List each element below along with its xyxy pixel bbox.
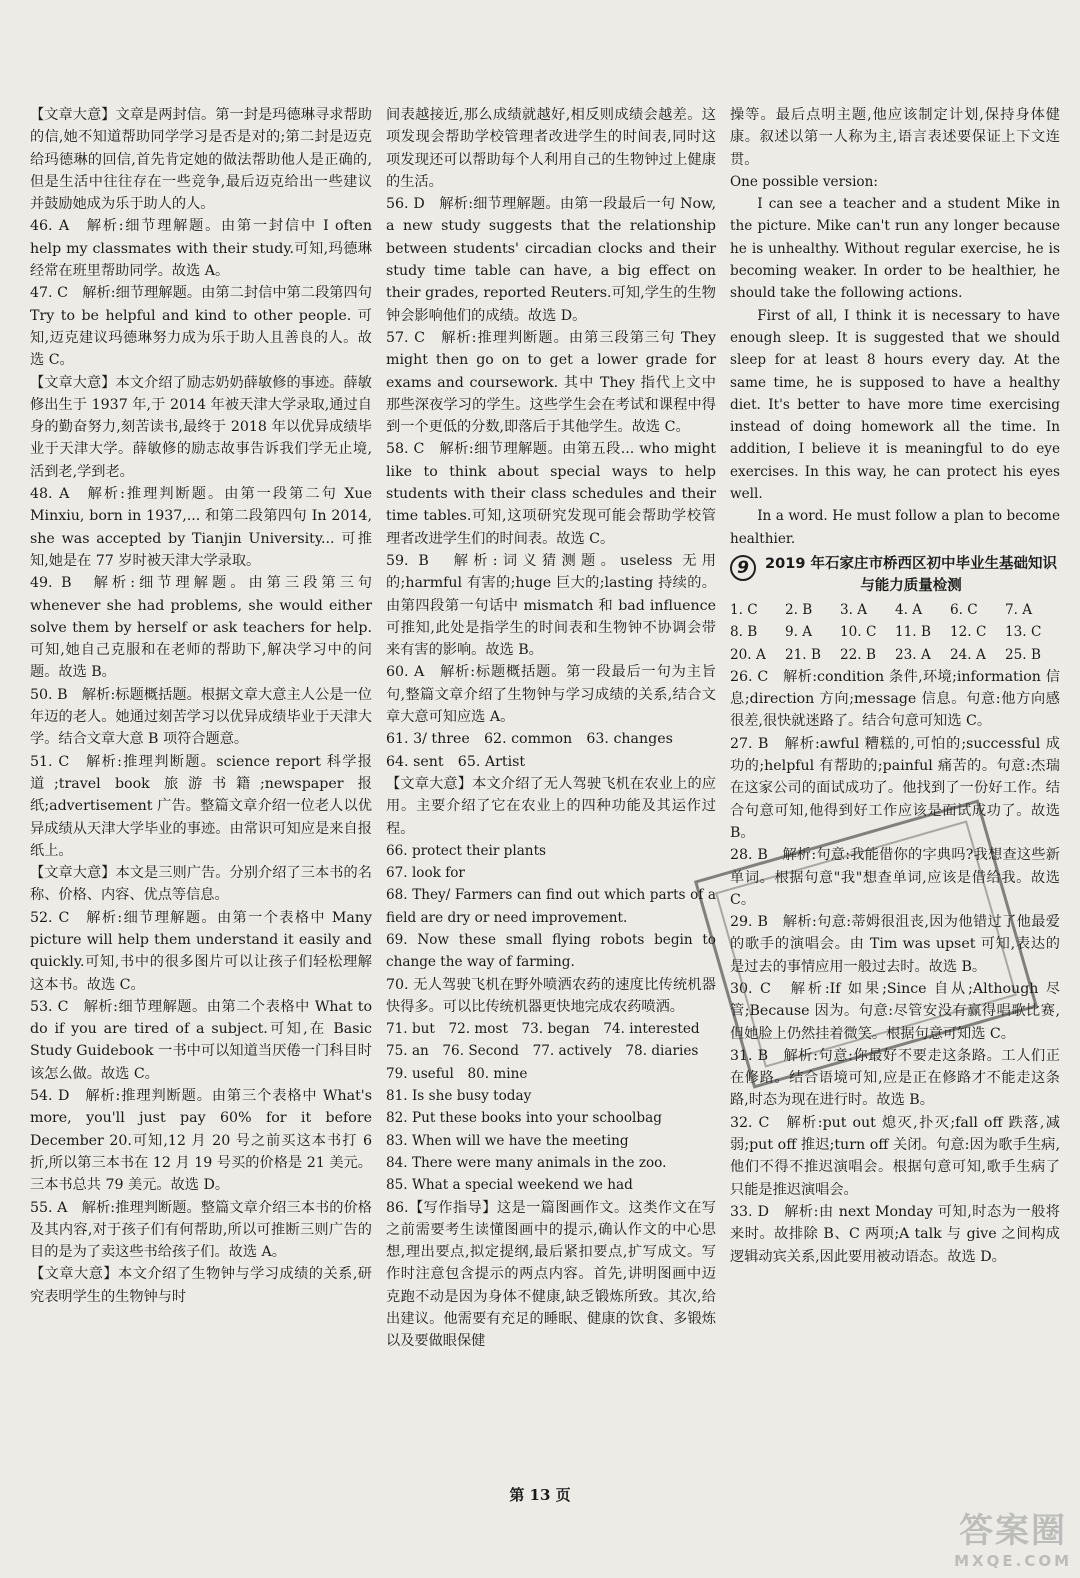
answer-66: 66. protect their plants [386, 842, 547, 859]
page-number: 第 13 页 [509, 1486, 571, 1504]
answer-51: 51. C 解析:推理判断题。science report 科学报道;travel book 旅游书籍;newspaper 报纸;advertisement 广告。整篇文章介绍一位老人以优异成绩从天津大学毕业的事迹。由常识可知应是来自报纸上。 [30, 753, 372, 859]
site-watermark [954, 1503, 1072, 1570]
watermark-logo-text: 答案圈 [959, 1511, 1068, 1551]
answer-cell: 3. A [840, 601, 868, 618]
answer-cell: 8. B [730, 624, 758, 641]
answer-33: 33. D 解析:由 next Monday 可知,时态为一般将来时。故排除 B、C 两项;A talk 与 give 之间构成逻辑动宾关系,因此要用被动语态。故选 D。 [730, 1203, 1060, 1265]
fill-answers-row: 61. 3/ three 62. common 63. changes [386, 731, 673, 748]
answer-31: 31. B 解析:句意:你最好不要走这条路。工人们正在修路。结合语境可知,应是正在修路才不能走这条路,时态为现在进行时。故选 B。 [730, 1047, 1060, 1109]
answer-56: 56. D 解析:细节理解题。由第一段最后一句 Now, a new study suggests that the relationship between students' circadian clocks and their study time table can have, a big effect on their grades, reported Reuters.可知,学生的生物钟会影响他们的成绩。故选 D。 [386, 196, 716, 324]
answer-cell: 10. C [840, 624, 877, 641]
essay-paragraph: I can see a teacher and a student Mike in the picture. Mike can't run any longer because he is unhealthy. Without regular exercise, he is becoming weaker. In order to be healthier, he should take the following actions. [730, 196, 1060, 302]
answer-cell: 20. A [730, 646, 766, 663]
answer-52: 52. C 解析:细节理解题。由第一个表格中 Many picture will help them understand it easily and quickly.可知,书中的很多图片可以让孩子们轻松理解这本书。故选 C。 [30, 909, 372, 993]
answer-69: 69. Now these small flying robots begin to change the way of farming. [386, 931, 716, 971]
answer-cell: 9. A [785, 624, 813, 641]
answer-26: 26. C 解析:condition 条件,环境;information 信息;direction 方向;message 信息。句意:他方向感很差,很快就迷路了。结合句意可知选 C。 [730, 668, 1060, 730]
passage-summary: 【文章大意】文章是两封信。第一封是玛德琳寻求帮助的信,她不知道帮助同学学习是否是对的;第二封是迈克给玛德琳的回信,首先肯定她的做法帮助他人是正确的,但是生活中往往存在一些竞争,最后迈克给出一些建议并鼓励她成为乐于助人的人。 [30, 107, 372, 213]
answer-54: 54. D 解析:推理判断题。由第三个表格中 What's more, you'll just pay 60% for it before December 20.可知,12 月 20 号之前买这本书打 6 折,所以第三本书在 12 月 19 号买的价格是 21 美元。三本书总共 79 美元。故选 D。 [30, 1088, 372, 1194]
answer-81: 81. Is she busy today [386, 1088, 532, 1105]
essay-paragraph: In a word. He must follow a plan to become healthier. [730, 508, 1060, 547]
answer-cell: 24. A [950, 646, 986, 663]
passage-summary: 【文章大意】本文介绍了励志奶奶薛敏修的事迹。薛敏修出生于 1937 年,于 2014 年被天津大学录取,通过自身的勤奋努力,刻苦读书,最终于 2018 年以优异成绩毕业于天津大学。薛敏修的励志故事告诉我们学无止境,活到老,学到老。 [30, 374, 372, 480]
text-columns [30, 104, 1062, 1353]
essay-paragraph: First of all, I think it is necessary to have enough sleep. It is suggested that we should sleep for at least 8 hours every day. At the same time, he is supposed to have a healthy diet. It's better to have more time exercising instead of doing homework all the time. In addition, I believe it is meaningful to do eye exercises. In this way, he can protect his eyes well. [730, 307, 1060, 503]
answer-27: 27. B 解析:awful 糟糕的,可怕的;successful 成功的;helpful 有帮助的;painful 痛苦的。句意:杰瑞在这家公司的面试成功了。他找到了一份好工作。结合句意可知,他得到好工作应该是面试成功了。故选 B。 [730, 735, 1060, 841]
answer-84: 84. There were many animals in the zoo. [386, 1154, 667, 1171]
passage-summary: 【文章大意】本文介绍了生物钟与学习成绩的关系,研究表明学生的生物钟与时 [30, 1266, 372, 1305]
fill-answers-row: 79. useful 80. mine [386, 1065, 528, 1082]
answer-46: 46. A 解析:细节理解题。由第一封信中 I often help my classmates with their study.可知,玛德琳经常在班里帮助同学。故选 A。 [30, 218, 372, 280]
answer-cell: 11. B [895, 624, 931, 641]
answer-cell: 2. B [785, 601, 813, 618]
column-left [30, 104, 372, 1353]
answer-55: 55. A 解析:推理判断题。整篇文章介绍三本书的价格及其内容,对于孩子们有何帮助,所以可推断三则广告的目的是为了卖这些书给孩子们。故选 A。 [30, 1199, 372, 1261]
answer-cell: 25. B [1005, 646, 1041, 663]
section-title: 2019 年石家庄市桥西区初中毕业生基础知识与能力质量检测 [765, 555, 1057, 594]
watermark-url: MXQE.COM [954, 1552, 1072, 1570]
answer-cell: 22. B [840, 646, 876, 663]
column-middle [386, 104, 716, 1353]
passage-summary: 【文章大意】本文介绍了无人驾驶飞机在农业上的应用。主要介绍了它在农业上的四种功能及其运作过程。 [386, 775, 716, 837]
answer-cell: 21. B [785, 646, 821, 663]
answer-29: 29. B 解析:句意:蒂姆很沮丧,因为他错过了他最爱的歌手的演唱会。由 Tim was upset 可知,表达的是过去的事情应用一般过去时。故选 B。 [730, 914, 1060, 975]
answer-85: 85. What a special weekend we had [386, 1177, 633, 1194]
answer-30: 30. C 解析:If 如果;Since 自从;Although 尽管;Because 因为。句意:尽管安没有赢得唱歌比赛,但她脸上仍然挂着微笑。根据句意可知选 C。 [730, 980, 1060, 1042]
answer-60: 60. A 解析:标题概括题。第一段最后一句为主旨句,整篇文章介绍了生物钟与学习成绩的关系,结合文章大意可知应选 A。 [386, 664, 716, 726]
answer-cell: 13. C [1005, 624, 1042, 641]
answer-58: 58. C 解析:细节理解题。由第五段... who might like to think about special ways to help students with their class schedules and their time tables.可知,这项研究发现可能会帮助学校管理者改进学生们的时间表。故选 C。 [386, 441, 716, 547]
answer-50: 50. B 解析:标题概括题。根据文章大意主人公是一位年迈的老人。她通过刻苦学习以优异成绩毕业于天津大学。结合文章大意 B 项符合题意。 [30, 686, 372, 748]
answer-47: 47. C 解析:细节理解题。由第二封信中第二段第四句 Try to be helpful and kind to other people. 可知,迈克建议玛德琳努力成为乐于助人且善良的人。故选 C。 [30, 285, 372, 369]
section-header [730, 553, 1060, 597]
column-right [730, 104, 1060, 1353]
answer-57: 57. C 解析:推理判断题。由第三段第三句 They might then go on to get a lower grade for exams and coursework. 其中 They 指代上文中那些深夜学习的学生。这些学生会在考试和课程中得到一个更低的分数,即落后于其他学生。故选 C。 [386, 329, 716, 436]
answer-49: 49. B 解析:细节理解题。由第三段第三句 whenever she had problems, she would either solve them by herself or ask teachers for help.可知,她自己克服和在老师的帮助下,解决学习中的问题。故选 B。 [30, 575, 372, 681]
essay-label: One possible version: [730, 173, 878, 190]
answer-cell: 4. A [895, 601, 923, 618]
fill-answers-row: 75. an 76. Second 77. actively 78. diaries [386, 1043, 699, 1060]
answer-68: 68. They/ Farmers can find out which parts of a field are dry or need improvement. [386, 887, 716, 926]
answer-grid [730, 599, 1060, 666]
answer-82: 82. Put these books into your schoolbag [386, 1110, 662, 1127]
answer-32: 32. C 解析:put out 熄灭,扑灭;fall off 跌落,减弱;put off 推迟;turn off 关闭。句意:因为歌手生病,他们不得不推迟演唱会。根据句意可知,歌手生病了只能是推迟演唱会。 [730, 1114, 1060, 1198]
answer-cell: 6. C [950, 601, 978, 618]
answer-53: 53. C 解析:细节理解题。由第二个表格中 What to do if you are tired of a subject.可知,在 Basic Study Guidebook 一书中可以知道当厌倦一门科目时该怎么做。故选 C。 [30, 998, 372, 1082]
answer-cell: 7. A [1005, 601, 1033, 618]
fill-answers-row: 71. but 72. most 73. began 74. interested [386, 1021, 700, 1038]
writing-guide: 86.【写作指导】这是一篇图画作文。这类作文在写之前需要考生读懂图画中的提示,确认作文的中心思想,理出要点,拟定提纲,最后紧扣要点,扩写成文。写作时注意包含提示的两点内容。首先,讲明图画中迈克跑不动是因为身体不健康,缺乏锻炼所致。其次,给出建议。他需要有充足的睡眠、健康的饮食、多锻炼以及要做眼保健 [386, 1199, 716, 1350]
answer-cell: 12. C [950, 624, 987, 641]
passage-summary: 【文章大意】本文是三则广告。分别介绍了三本书的名称、价格、内容、优点等信息。 [30, 865, 372, 904]
passage-summary-cont: 间表越接近,那么成绩就越好,相反则成绩会越差。这项发现会帮助学校管理者改进学生的时间表,同时这项发现还可以帮助每个人利用自己的生物钟过上健康的生活。 [386, 107, 716, 190]
answer-67: 67. look for [386, 865, 465, 882]
answer-48: 48. A 解析:推理判断题。由第一段第二句 Xue Minxiu, born in 1937,... 和第二段第四句 In 2014, she was accepted by Tianjin University... 可推知,她是在 77 岁时被天津大学录取。 [30, 486, 372, 569]
answer-83: 83. When will we have the meeting [386, 1132, 629, 1149]
fill-answers-row: 64. sent 65. Artist [386, 753, 526, 770]
answer-cell: 1. C [730, 601, 758, 618]
answer-cell: 23. A [895, 646, 931, 663]
answer-70: 70. 无人驾驶飞机在野外喷洒农药的速度比传统机器快得多。可以比传统机器更快地完成农药喷洒。 [386, 976, 716, 1015]
answer-28: 28. B 解析:句意:我能借你的字典吗?我想查这些新单词。根据句意"我"想查单词,应该是借给我。故选 C。 [730, 847, 1060, 908]
section-number-badge: 9 [730, 555, 756, 581]
answer-59: 59. B 解析:词义猜测题。useless 无用的;harmful 有害的;huge 巨大的;lasting 持续的。由第四段第一句话中 mismatch 和 bad influence 可推知,此处是指学生的时间表和生物钟不协调会带来有害的影响。故选 B。 [386, 552, 716, 659]
writing-guide-cont: 操等。最后点明主题,他应该制定计划,保持身体健康。叙述以第一人称为主,语言表述要保证上下文连贯。 [730, 107, 1060, 168]
